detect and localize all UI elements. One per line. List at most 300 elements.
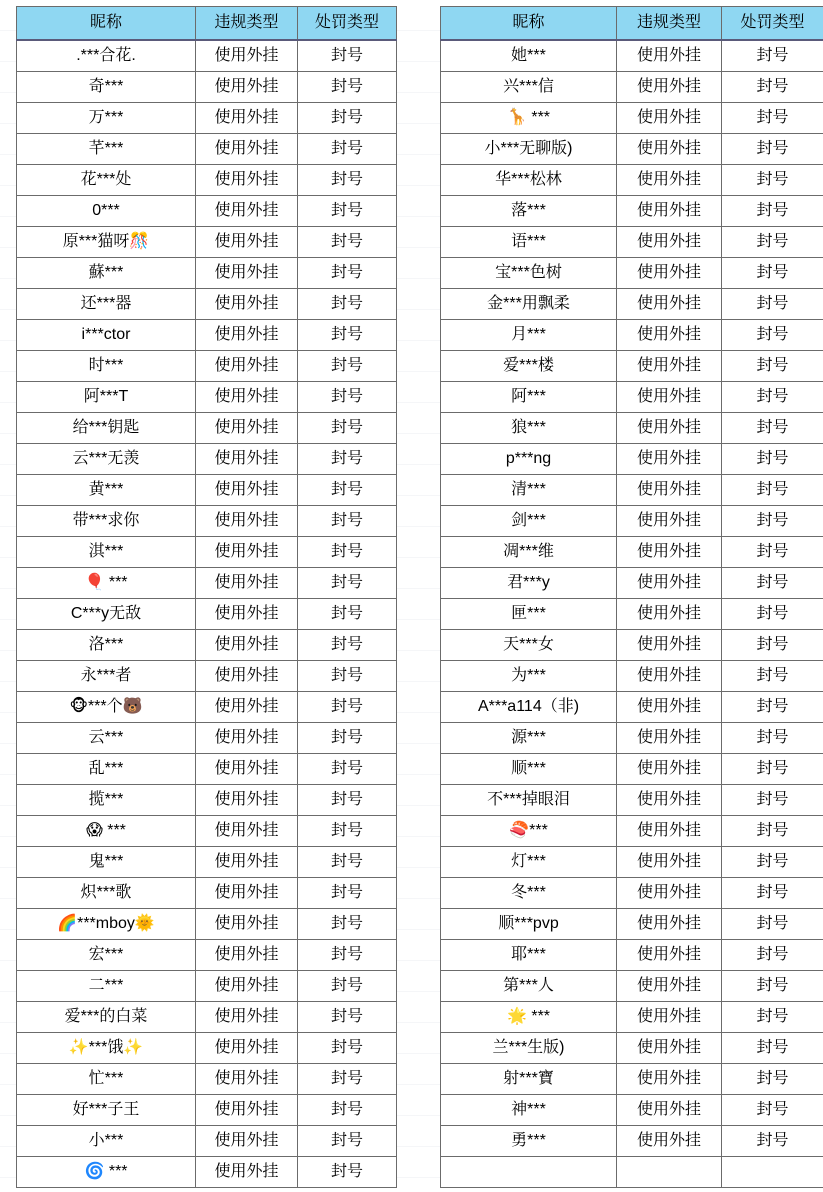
cell-penalty-type: 封号 <box>298 444 397 475</box>
cell-penalty-type: 封号 <box>722 1033 823 1064</box>
table-row <box>441 165 823 196</box>
cell-nickname: 时*** <box>17 351 196 382</box>
cell-penalty-type: 封号 <box>298 723 397 754</box>
table-row <box>441 1064 823 1095</box>
table-row <box>441 196 823 227</box>
cell-penalty-type: 封号 <box>722 785 823 816</box>
cell-violation-type: 使用外挂 <box>617 816 722 847</box>
table-row <box>441 72 823 103</box>
cell-penalty-type: 封号 <box>722 227 823 258</box>
table-row <box>17 506 397 537</box>
cell-violation-type: 使用外挂 <box>617 1033 722 1064</box>
table-row <box>441 475 823 506</box>
cell-violation-type: 使用外挂 <box>196 475 298 506</box>
cell-nickname: 清*** <box>441 475 617 506</box>
cell-nickname: 耶*** <box>441 940 617 971</box>
header-row <box>441 7 823 41</box>
cell-nickname: 第***人 <box>441 971 617 1002</box>
cell-nickname: 带***求你 <box>17 506 196 537</box>
table-row <box>441 134 823 165</box>
column-header-penalty-type: 处罚类型 <box>298 7 397 41</box>
cell-penalty-type: 封号 <box>722 382 823 413</box>
cell-violation-type: 使用外挂 <box>196 785 298 816</box>
cell-violation-type: 使用外挂 <box>617 1095 722 1126</box>
cell-violation-type: 使用外挂 <box>196 568 298 599</box>
cell-violation-type: 使用外挂 <box>196 165 298 196</box>
cell-penalty-type: 封号 <box>298 227 397 258</box>
cell-penalty-type: 封号 <box>298 103 397 134</box>
table-row <box>441 351 823 382</box>
cell-nickname: ✨***饿✨ <box>17 1033 196 1064</box>
cell-penalty-type: 封号 <box>298 971 397 1002</box>
cell-nickname: 原***猫呀🎊 <box>17 227 196 258</box>
cell-violation-type: 使用外挂 <box>196 1126 298 1157</box>
cell-nickname: 忙*** <box>17 1064 196 1095</box>
cell-nickname: 小*** <box>17 1126 196 1157</box>
table-row <box>17 196 397 227</box>
cell-violation-type: 使用外挂 <box>196 599 298 630</box>
cell-penalty-type: 封号 <box>722 289 823 320</box>
cell-nickname: 鬼*** <box>17 847 196 878</box>
table-row <box>17 1002 397 1033</box>
cell-penalty-type: 封号 <box>298 599 397 630</box>
cell-nickname: 语*** <box>441 227 617 258</box>
cell-penalty-type: 封号 <box>298 1033 397 1064</box>
table-row <box>441 1095 823 1126</box>
cell-nickname: 顺***pvp <box>441 909 617 940</box>
table-row <box>17 1157 397 1188</box>
table-row <box>17 444 397 475</box>
cell-violation-type: 使用外挂 <box>617 537 722 568</box>
table-row <box>441 816 823 847</box>
table-row <box>17 413 397 444</box>
cell-penalty-type: 封号 <box>722 599 823 630</box>
cell-penalty-type: 封号 <box>722 165 823 196</box>
cell-nickname: 凋***维 <box>441 537 617 568</box>
cell-penalty-type: 封号 <box>298 1126 397 1157</box>
cell-penalty-type: 封号 <box>722 971 823 1002</box>
cell-nickname: 乱*** <box>17 754 196 785</box>
column-header-penalty-type: 处罚类型 <box>722 7 823 41</box>
cell-nickname: 不***掉眼泪 <box>441 785 617 816</box>
cell-penalty-type: 封号 <box>722 754 823 785</box>
cell-violation-type: 使用外挂 <box>617 351 722 382</box>
left-table-container <box>0 6 396 1192</box>
cell-penalty-type: 封号 <box>722 413 823 444</box>
cell-violation-type: 使用外挂 <box>196 909 298 940</box>
cell-penalty-type: 封号 <box>298 847 397 878</box>
table-row <box>17 227 397 258</box>
cell-penalty-type: 封号 <box>722 878 823 909</box>
cell-nickname: 好***子王 <box>17 1095 196 1126</box>
cell-penalty-type: 封号 <box>722 196 823 227</box>
cell-nickname: p***ng <box>441 444 617 475</box>
cell-violation-type: 使用外挂 <box>196 971 298 1002</box>
cell-violation-type: 使用外挂 <box>617 444 722 475</box>
left-table-body <box>17 40 397 1188</box>
cell-penalty-type: 封号 <box>298 1002 397 1033</box>
cell-nickname: 黄*** <box>17 475 196 506</box>
cell-penalty-type: 封号 <box>298 40 397 72</box>
cell-violation-type: 使用外挂 <box>617 258 722 289</box>
column-header-violation-type: 违规类型 <box>617 7 722 41</box>
cell-violation-type: 使用外挂 <box>617 227 722 258</box>
cell-penalty-type: 封号 <box>722 568 823 599</box>
cell-nickname: 🦒 *** <box>441 103 617 134</box>
table-row <box>441 506 823 537</box>
column-header-nickname: 昵称 <box>17 7 196 41</box>
table-row <box>17 661 397 692</box>
cell-nickname: 阿***T <box>17 382 196 413</box>
table-row <box>441 289 823 320</box>
cell-violation-type: 使用外挂 <box>617 103 722 134</box>
table-row <box>17 568 397 599</box>
cell-nickname: 宝***色树 <box>441 258 617 289</box>
table-row <box>441 909 823 940</box>
cell-nickname: 射***寶 <box>441 1064 617 1095</box>
cell-violation-type: 使用外挂 <box>617 568 722 599</box>
cell-penalty-type: 封号 <box>298 537 397 568</box>
table-row <box>441 940 823 971</box>
cell-penalty-type: 封号 <box>722 258 823 289</box>
table-row <box>441 568 823 599</box>
cell-nickname: 匣*** <box>441 599 617 630</box>
table-row <box>441 537 823 568</box>
table-row <box>441 1126 823 1157</box>
table-row <box>441 227 823 258</box>
table-row <box>441 692 823 723</box>
cell-penalty-type: 封号 <box>722 1126 823 1157</box>
cell-violation-type: 使用外挂 <box>617 1064 722 1095</box>
table-row <box>17 723 397 754</box>
table-row <box>17 165 397 196</box>
cell-violation-type: 使用外挂 <box>196 1095 298 1126</box>
punishment-table-left <box>16 6 397 1188</box>
cell-violation-type: 使用外挂 <box>196 413 298 444</box>
cell-penalty-type: 封号 <box>722 1002 823 1033</box>
table-row <box>441 785 823 816</box>
cell-nickname: 给***钥匙 <box>17 413 196 444</box>
cell-violation-type: 使用外挂 <box>196 444 298 475</box>
table-row <box>17 320 397 351</box>
cell-nickname: 🎈 *** <box>17 568 196 599</box>
cell-nickname: 落*** <box>441 196 617 227</box>
cell-penalty-type: 封号 <box>722 692 823 723</box>
table-row <box>441 661 823 692</box>
cell-penalty-type: 封号 <box>298 878 397 909</box>
right-table-header <box>441 7 823 41</box>
cell-nickname: 云***无羡 <box>17 444 196 475</box>
right-table-body <box>441 40 823 1188</box>
cell-violation-type: 使用外挂 <box>196 754 298 785</box>
cell-nickname: 为*** <box>441 661 617 692</box>
cell-violation-type: 使用外挂 <box>617 661 722 692</box>
cell-penalty-type: 封号 <box>298 258 397 289</box>
cell-nickname: 😱 *** <box>17 816 196 847</box>
cell-violation-type: 使用外挂 <box>196 134 298 165</box>
table-row <box>441 1157 823 1188</box>
table-row <box>17 382 397 413</box>
cell-nickname: 天***女 <box>441 630 617 661</box>
cell-penalty-type: 封号 <box>298 692 397 723</box>
cell-violation-type: 使用外挂 <box>617 196 722 227</box>
cell-penalty-type: 封号 <box>722 816 823 847</box>
cell-nickname: 芊*** <box>17 134 196 165</box>
table-row <box>441 413 823 444</box>
cell-nickname: 勇*** <box>441 1126 617 1157</box>
cell-penalty-type: 封号 <box>298 754 397 785</box>
column-header-violation-type: 违规类型 <box>196 7 298 41</box>
cell-nickname: 洛*** <box>17 630 196 661</box>
cell-violation-type: 使用外挂 <box>617 475 722 506</box>
cell-nickname: 爱***的白菜 <box>17 1002 196 1033</box>
cell-penalty-type: 封号 <box>298 320 397 351</box>
cell-violation-type: 使用外挂 <box>617 847 722 878</box>
cell-penalty-type: 封号 <box>298 661 397 692</box>
cell-penalty-type: 封号 <box>298 475 397 506</box>
table-row <box>17 134 397 165</box>
cell-violation-type: 使用外挂 <box>196 103 298 134</box>
cell-nickname: 兰***生版) <box>441 1033 617 1064</box>
cell-violation-type: 使用外挂 <box>196 692 298 723</box>
cell-violation-type: 使用外挂 <box>196 289 298 320</box>
cell-nickname: 花***处 <box>17 165 196 196</box>
cell-violation-type: 使用外挂 <box>617 599 722 630</box>
cell-nickname: 蘇*** <box>17 258 196 289</box>
cell-penalty-type: 封号 <box>298 351 397 382</box>
cell-violation-type: 使用外挂 <box>617 1002 722 1033</box>
cell-violation-type: 使用外挂 <box>617 165 722 196</box>
cell-violation-type: 使用外挂 <box>196 196 298 227</box>
cell-nickname: 淇*** <box>17 537 196 568</box>
table-row <box>441 723 823 754</box>
cell-violation-type: 使用外挂 <box>617 878 722 909</box>
cell-nickname: 冬*** <box>441 878 617 909</box>
cell-penalty-type: 封号 <box>298 909 397 940</box>
cell-penalty-type: 封号 <box>298 940 397 971</box>
cell-penalty-type: 封号 <box>298 382 397 413</box>
cell-nickname: 🌀 *** <box>17 1157 196 1188</box>
cell-violation-type <box>617 1157 722 1188</box>
cell-penalty-type: 封号 <box>722 847 823 878</box>
table-row <box>441 40 823 72</box>
header-row <box>17 7 397 41</box>
cell-penalty-type: 封号 <box>722 351 823 382</box>
cell-nickname: 华***松林 <box>441 165 617 196</box>
cell-penalty-type: 封号 <box>722 630 823 661</box>
cell-violation-type: 使用外挂 <box>196 320 298 351</box>
cell-violation-type: 使用外挂 <box>196 723 298 754</box>
table-row <box>441 103 823 134</box>
cell-penalty-type: 封号 <box>298 134 397 165</box>
cell-violation-type: 使用外挂 <box>617 40 722 72</box>
cell-penalty-type: 封号 <box>298 72 397 103</box>
cell-nickname: 狼*** <box>441 413 617 444</box>
cell-penalty-type: 封号 <box>722 661 823 692</box>
cell-penalty-type: 封号 <box>722 940 823 971</box>
cell-nickname: 灯*** <box>441 847 617 878</box>
table-row <box>441 754 823 785</box>
cell-violation-type: 使用外挂 <box>617 506 722 537</box>
cell-violation-type: 使用外挂 <box>196 878 298 909</box>
cell-penalty-type: 封号 <box>722 537 823 568</box>
cell-nickname: C***y无敌 <box>17 599 196 630</box>
table-row <box>17 475 397 506</box>
left-table-header <box>17 7 397 41</box>
table-row <box>17 816 397 847</box>
cell-violation-type: 使用外挂 <box>196 847 298 878</box>
cell-nickname: 月*** <box>441 320 617 351</box>
cell-violation-type: 使用外挂 <box>617 72 722 103</box>
cell-violation-type: 使用外挂 <box>617 134 722 165</box>
cell-nickname: 宏*** <box>17 940 196 971</box>
cell-violation-type: 使用外挂 <box>196 537 298 568</box>
cell-nickname <box>441 1157 617 1188</box>
table-row <box>441 878 823 909</box>
cell-nickname: 🌟 *** <box>441 1002 617 1033</box>
cell-nickname: 小***无聊版) <box>441 134 617 165</box>
cell-penalty-type: 封号 <box>722 909 823 940</box>
cell-violation-type: 使用外挂 <box>196 382 298 413</box>
cell-nickname: 🐵***个🐻 <box>17 692 196 723</box>
table-row <box>17 72 397 103</box>
cell-nickname: 顺*** <box>441 754 617 785</box>
table-row <box>17 847 397 878</box>
cell-nickname: 炽***歌 <box>17 878 196 909</box>
cell-violation-type: 使用外挂 <box>196 506 298 537</box>
cell-violation-type: 使用外挂 <box>196 1002 298 1033</box>
cell-nickname: .***合花. <box>17 40 196 72</box>
cell-penalty-type: 封号 <box>298 165 397 196</box>
cell-nickname: 剑*** <box>441 506 617 537</box>
cell-nickname: 神*** <box>441 1095 617 1126</box>
cell-penalty-type: 封号 <box>722 103 823 134</box>
table-row <box>17 599 397 630</box>
cell-penalty-type: 封号 <box>722 40 823 72</box>
cell-nickname: 阿*** <box>441 382 617 413</box>
cell-nickname: 君***y <box>441 568 617 599</box>
cell-nickname: 她*** <box>441 40 617 72</box>
cell-nickname: 金***用飘柔 <box>441 289 617 320</box>
cell-penalty-type: 封号 <box>298 785 397 816</box>
table-row <box>17 351 397 382</box>
cell-penalty-type: 封号 <box>722 1064 823 1095</box>
table-row <box>17 103 397 134</box>
cell-violation-type: 使用外挂 <box>617 785 722 816</box>
table-row <box>441 971 823 1002</box>
cell-nickname: 揽*** <box>17 785 196 816</box>
table-row <box>17 1033 397 1064</box>
table-row <box>17 289 397 320</box>
table-row <box>441 630 823 661</box>
cell-violation-type: 使用外挂 <box>196 1064 298 1095</box>
cell-violation-type: 使用外挂 <box>617 754 722 785</box>
table-row <box>17 785 397 816</box>
cell-nickname: 源*** <box>441 723 617 754</box>
table-row <box>17 630 397 661</box>
table-row <box>441 382 823 413</box>
cell-violation-type: 使用外挂 <box>196 40 298 72</box>
cell-penalty-type: 封号 <box>298 289 397 320</box>
table-row <box>17 692 397 723</box>
table-row <box>17 754 397 785</box>
cell-penalty-type: 封号 <box>722 506 823 537</box>
cell-violation-type: 使用外挂 <box>617 1126 722 1157</box>
cell-violation-type: 使用外挂 <box>196 72 298 103</box>
table-row <box>17 878 397 909</box>
table-row <box>441 599 823 630</box>
cell-violation-type: 使用外挂 <box>196 1157 298 1188</box>
cell-penalty-type: 封号 <box>722 475 823 506</box>
cell-penalty-type: 封号 <box>722 444 823 475</box>
cell-penalty-type: 封号 <box>722 72 823 103</box>
cell-violation-type: 使用外挂 <box>617 940 722 971</box>
cell-violation-type: 使用外挂 <box>196 816 298 847</box>
cell-nickname: 二*** <box>17 971 196 1002</box>
table-row <box>17 40 397 72</box>
table-row <box>17 1095 397 1126</box>
cell-nickname: 云*** <box>17 723 196 754</box>
cell-nickname: 兴***信 <box>441 72 617 103</box>
punishment-table-right <box>440 6 823 1188</box>
cell-nickname: 永***者 <box>17 661 196 692</box>
cell-nickname: A***a114（非) <box>441 692 617 723</box>
cell-violation-type: 使用外挂 <box>196 1033 298 1064</box>
cell-penalty-type: 封号 <box>298 630 397 661</box>
cell-nickname: 万*** <box>17 103 196 134</box>
cell-penalty-type: 封号 <box>722 134 823 165</box>
cell-penalty-type: 封号 <box>722 320 823 351</box>
cell-violation-type: 使用外挂 <box>617 909 722 940</box>
cell-penalty-type: 封号 <box>722 723 823 754</box>
cell-nickname: 还***器 <box>17 289 196 320</box>
cell-violation-type: 使用外挂 <box>196 351 298 382</box>
cell-violation-type: 使用外挂 <box>196 258 298 289</box>
table-row <box>17 971 397 1002</box>
table-row <box>441 444 823 475</box>
table-row <box>441 1002 823 1033</box>
cell-nickname: 爱***楼 <box>441 351 617 382</box>
table-row <box>17 909 397 940</box>
table-row <box>441 258 823 289</box>
cell-nickname: 0*** <box>17 196 196 227</box>
cell-nickname: 🌈***mboy🌞 <box>17 909 196 940</box>
cell-violation-type: 使用外挂 <box>617 723 722 754</box>
cell-penalty-type: 封号 <box>722 1095 823 1126</box>
cell-penalty-type: 封号 <box>298 816 397 847</box>
table-row <box>441 847 823 878</box>
cell-penalty-type: 封号 <box>298 1064 397 1095</box>
cell-violation-type: 使用外挂 <box>617 320 722 351</box>
cell-penalty-type: 封号 <box>298 506 397 537</box>
table-row <box>17 1064 397 1095</box>
cell-violation-type: 使用外挂 <box>617 289 722 320</box>
table-row <box>441 1033 823 1064</box>
cell-violation-type: 使用外挂 <box>196 661 298 692</box>
cell-violation-type: 使用外挂 <box>617 382 722 413</box>
table-row <box>17 940 397 971</box>
cell-violation-type: 使用外挂 <box>196 940 298 971</box>
cell-violation-type: 使用外挂 <box>617 630 722 661</box>
cell-penalty-type: 封号 <box>298 413 397 444</box>
table-gap-spacer <box>396 6 440 1192</box>
cell-violation-type: 使用外挂 <box>617 692 722 723</box>
cell-penalty-type <box>722 1157 823 1188</box>
column-header-nickname: 昵称 <box>441 7 617 41</box>
cell-nickname: 🍣*** <box>441 816 617 847</box>
table-row <box>17 537 397 568</box>
cell-violation-type: 使用外挂 <box>617 413 722 444</box>
